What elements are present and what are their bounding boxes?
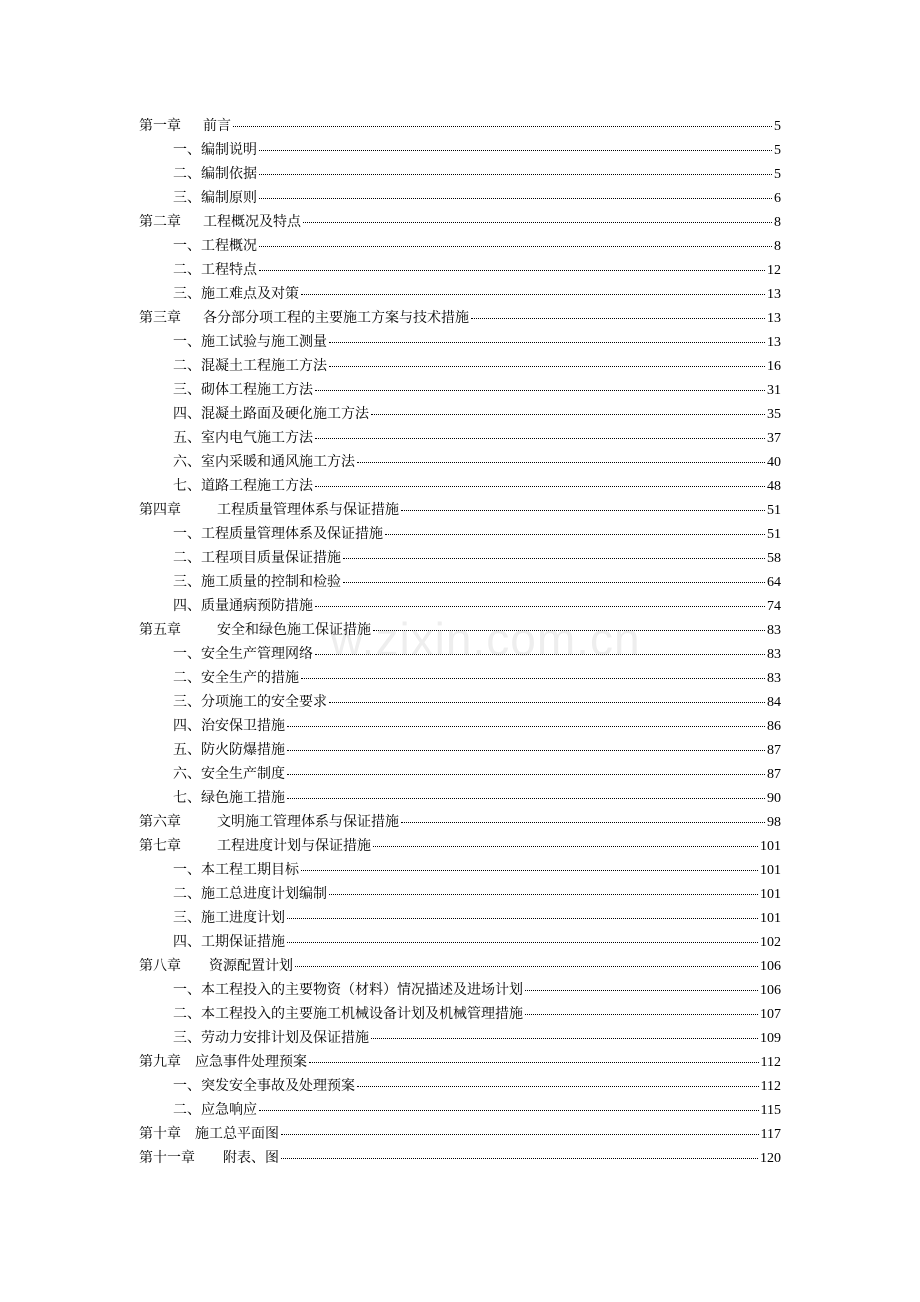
entry-title: 安全生产管理网络 [201,646,313,662]
toc-entry-label [139,330,327,354]
toc-entry-label [139,258,257,282]
entry-title: 施工试验与施工测量 [201,334,327,350]
dot-leader [343,582,765,583]
page-number: 40 [767,455,781,470]
toc-chapter-entry[interactable] [139,954,781,978]
toc-entry-label [139,546,341,570]
toc-entry-label [139,1074,355,1098]
page-number: 13 [767,287,781,302]
page-number: 64 [767,575,781,590]
toc-entry-label [139,882,327,906]
dot-leader [287,918,758,919]
toc-section-entry[interactable] [139,546,781,570]
dot-leader [295,966,758,967]
section-number: 三、 [173,190,201,206]
page-number: 87 [767,767,781,782]
toc-entry-label [139,474,313,498]
toc-section-entry[interactable] [139,858,781,882]
toc-entry-label [139,1098,257,1122]
section-number: 一、 [173,142,201,158]
page-number: 13 [767,335,781,350]
section-number: 一、 [173,238,201,254]
entry-title: 资源配置计划 [209,958,293,974]
chapter-number: 第七章 [139,838,181,854]
toc-section-entry[interactable] [139,642,781,666]
chapter-number: 第十章 [139,1126,181,1142]
toc-section-entry[interactable] [139,402,781,426]
toc-section-entry[interactable] [139,258,781,282]
dot-leader [259,1110,759,1111]
toc-section-entry[interactable] [139,714,781,738]
entry-title: 本工程投入的主要施工机械设备计划及机械管理措施 [201,1006,523,1022]
page-number: 87 [767,743,781,758]
toc-section-entry[interactable] [139,570,781,594]
section-number: 三、 [173,910,201,926]
entry-title: 施工进度计划 [201,910,285,926]
toc-entry-label [139,234,257,258]
dot-leader [329,342,765,343]
entry-title: 施工总平面图 [195,1126,279,1142]
toc-section-entry[interactable] [139,906,781,930]
page-number: 5 [774,167,781,182]
chapter-number: 第四章 [139,502,181,518]
dot-leader [287,774,765,775]
entry-title: 安全和绿色施工保证措施 [217,622,371,638]
entry-title: 混凝土路面及硬化施工方法 [201,406,369,422]
page-number: 51 [767,527,781,542]
chapter-number: 第二章 [139,214,181,230]
toc-entry-label [139,522,383,546]
toc-entry-label [139,114,231,138]
toc-chapter-entry[interactable] [139,210,781,234]
table-of-contents [139,114,781,1170]
dot-leader [281,1158,758,1159]
toc-entry-label [139,594,313,618]
dot-leader [259,198,772,199]
toc-section-entry[interactable] [139,594,781,618]
toc-entry-label [139,738,285,762]
section-number: 一、 [173,526,201,542]
toc-section-entry[interactable] [139,138,781,162]
toc-entry-label [139,714,285,738]
dot-leader [301,294,765,295]
section-number: 三、 [173,694,201,710]
dot-leader [315,438,765,439]
toc-section-entry[interactable] [139,474,781,498]
page-number: 58 [767,551,781,566]
section-number: 三、 [173,1030,201,1046]
toc-entry-label [139,666,299,690]
toc-entry-label [139,1002,523,1026]
toc-entry-label [139,1146,279,1170]
toc-section-entry[interactable] [139,762,781,786]
toc-section-entry[interactable] [139,426,781,450]
toc-section-entry[interactable] [139,1098,781,1122]
section-number: 一、 [173,982,201,998]
toc-entry-label [139,1050,307,1074]
toc-section-entry[interactable] [139,522,781,546]
section-number: 三、 [173,382,201,398]
toc-entry-label [139,1122,279,1146]
page-number: 120 [760,1151,781,1166]
page-number: 8 [774,215,781,230]
entry-title: 应急响应 [201,1102,257,1118]
page-number: 107 [760,1007,781,1022]
toc-chapter-entry[interactable] [139,114,781,138]
toc-section-entry[interactable] [139,978,781,1002]
page-number: 101 [760,887,781,902]
toc-entry-label [139,810,399,834]
dot-leader [525,990,758,991]
page-number: 6 [774,191,781,206]
toc-entry-label [139,978,523,1002]
entry-title: 安全生产的措施 [201,670,299,686]
page-number: 101 [760,911,781,926]
entry-title: 工程质量管理体系与保证措施 [217,502,399,518]
toc-chapter-entry[interactable] [139,498,781,522]
section-number: 一、 [173,862,201,878]
toc-entry-label [139,306,469,330]
entry-title: 文明施工管理体系与保证措施 [217,814,399,830]
entry-title: 安全生产制度 [201,766,285,782]
toc-section-entry[interactable] [139,690,781,714]
page-number: 112 [760,1079,781,1094]
page-number: 83 [767,647,781,662]
entry-title: 室内电气施工方法 [201,430,313,446]
dot-leader [301,870,758,871]
entry-title: 施工质量的控制和检验 [201,574,341,590]
page-number: 106 [760,959,781,974]
dot-leader [315,486,765,487]
entry-title: 工程项目质量保证措施 [201,550,341,566]
dot-leader [373,846,758,847]
entry-title: 前言 [203,118,231,134]
toc-chapter-entry[interactable] [139,618,781,642]
section-number: 五、 [173,742,201,758]
section-number: 一、 [173,334,201,350]
section-number: 二、 [173,886,201,902]
toc-entry-label [139,762,285,786]
page-number: 12 [767,263,781,278]
toc-entry-label [139,186,257,210]
dot-leader [287,942,758,943]
page-number: 74 [767,599,781,614]
dot-leader [281,1134,759,1135]
page-number: 102 [760,935,781,950]
entry-title: 本工程投入的主要物资（材料）情况描述及进场计划 [201,982,523,998]
page-number: 117 [760,1127,781,1142]
section-number: 六、 [173,766,201,782]
dot-leader [259,246,772,247]
entry-title: 施工总进度计划编制 [201,886,327,902]
page-number: 16 [767,359,781,374]
section-number: 三、 [173,286,201,302]
page-number: 101 [760,863,781,878]
dot-leader [471,318,765,319]
page-number: 35 [767,407,781,422]
section-number: 一、 [173,1078,201,1094]
entry-title: 工程概况 [201,238,257,254]
entry-title: 应急事件处理预案 [195,1054,307,1070]
chapter-number: 第十一章 [139,1150,195,1166]
page-number: 83 [767,623,781,638]
entry-title: 防火防爆措施 [201,742,285,758]
page-number: 84 [767,695,781,710]
dot-leader [371,1038,758,1039]
section-number: 二、 [173,550,201,566]
dot-leader [303,222,772,223]
dot-leader [525,1014,758,1015]
page-number: 101 [760,839,781,854]
dot-leader [315,654,765,655]
toc-chapter-entry[interactable] [139,810,781,834]
toc-entry-label [139,426,313,450]
toc-section-entry[interactable] [139,1026,781,1050]
toc-entry-label [139,642,313,666]
page-number: 31 [767,383,781,398]
toc-chapter-entry[interactable] [139,1122,781,1146]
toc-section-entry[interactable] [139,234,781,258]
dot-leader [329,702,765,703]
toc-section-entry[interactable] [139,354,781,378]
dot-leader [259,174,772,175]
chapter-number: 第八章 [139,958,181,974]
toc-section-entry[interactable] [139,738,781,762]
entry-title: 附表、图 [223,1150,279,1166]
toc-entry-label [139,210,301,234]
entry-title: 工程进度计划与保证措施 [217,838,371,854]
section-number: 三、 [173,574,201,590]
section-number: 五、 [173,430,201,446]
toc-entry-label [139,162,257,186]
dot-leader [259,150,772,151]
toc-entry-label [139,450,355,474]
entry-title: 治安保卫措施 [201,718,285,734]
page-number: 5 [774,143,781,158]
dot-leader [287,750,765,751]
dot-leader [287,726,765,727]
chapter-number: 第九章 [139,1054,181,1070]
section-number: 四、 [173,406,201,422]
entry-title: 绿色施工措施 [201,790,285,806]
entry-title: 编制说明 [201,142,257,158]
entry-title: 工期保证措施 [201,934,285,950]
chapter-number: 第一章 [139,118,181,134]
entry-title: 工程质量管理体系及保证措施 [201,526,383,542]
toc-section-entry[interactable] [139,378,781,402]
toc-entry-label [139,378,313,402]
chapter-number: 第三章 [139,310,181,326]
toc-section-entry[interactable] [139,666,781,690]
dot-leader [287,798,765,799]
toc-entry-label [139,570,341,594]
dot-leader [373,630,765,631]
chapter-number: 第五章 [139,622,181,638]
toc-entry-label [139,354,327,378]
entry-title: 质量通病预防措施 [201,598,313,614]
entry-title: 施工难点及对策 [201,286,299,302]
entry-title: 编制原则 [201,190,257,206]
toc-section-entry[interactable] [139,1074,781,1098]
toc-section-entry[interactable] [139,330,781,354]
page-number: 86 [767,719,781,734]
entry-title: 混凝土工程施工方法 [201,358,327,374]
toc-section-entry[interactable] [139,450,781,474]
toc-entry-label [139,930,285,954]
entry-title: 砌体工程施工方法 [201,382,313,398]
page-number: 115 [760,1103,781,1118]
entry-title: 室内采暖和通风施工方法 [201,454,355,470]
section-number: 六、 [173,454,201,470]
page-number: 106 [760,983,781,998]
toc-entry-label [139,858,299,882]
dot-leader [371,414,765,415]
toc-entry-label [139,690,327,714]
dot-leader [357,1086,759,1087]
entry-title: 突发安全事故及处理预案 [201,1078,355,1094]
toc-entry-label [139,786,285,810]
dot-leader [385,534,765,535]
toc-chapter-entry[interactable] [139,1050,781,1074]
watermark-text: w.zixin.com.cn [330,613,641,665]
entry-title: 各分部分项工程的主要施工方案与技术措施 [203,310,469,326]
toc-chapter-entry[interactable] [139,306,781,330]
toc-section-entry[interactable] [139,186,781,210]
toc-chapter-entry[interactable] [139,1146,781,1170]
toc-section-entry[interactable] [139,930,781,954]
dot-leader [315,606,765,607]
page-number: 48 [767,479,781,494]
dot-leader [259,270,765,271]
section-number: 四、 [173,934,201,950]
page-number: 13 [767,311,781,326]
page-number: 51 [767,503,781,518]
toc-entry-label [139,954,293,978]
page-number: 112 [760,1055,781,1070]
page-number: 90 [767,791,781,806]
page-number: 8 [774,239,781,254]
toc-chapter-entry[interactable] [139,834,781,858]
chapter-number: 第六章 [139,814,181,830]
toc-section-entry[interactable] [139,162,781,186]
section-number: 七、 [173,478,201,494]
page-number: 109 [760,1031,781,1046]
section-number: 二、 [173,670,201,686]
toc-section-entry[interactable] [139,786,781,810]
entry-title: 工程特点 [201,262,257,278]
entry-title: 道路工程施工方法 [201,478,313,494]
toc-entry-label [139,618,371,642]
dot-leader [329,366,765,367]
dot-leader [301,678,765,679]
entry-title: 分项施工的安全要求 [201,694,327,710]
toc-section-entry[interactable] [139,882,781,906]
dot-leader [357,462,765,463]
section-number: 四、 [173,718,201,734]
dot-leader [315,390,765,391]
dot-leader [343,558,765,559]
toc-entry-label [139,906,285,930]
page-number: 5 [774,119,781,134]
section-number: 七、 [173,790,201,806]
toc-section-entry[interactable] [139,1002,781,1026]
page-number: 37 [767,431,781,446]
entry-title: 工程概况及特点 [203,214,301,230]
section-number: 一、 [173,646,201,662]
toc-section-entry[interactable] [139,282,781,306]
section-number: 二、 [173,358,201,374]
toc-entry-label [139,498,399,522]
dot-leader [309,1062,759,1063]
entry-title: 本工程工期目标 [201,862,299,878]
section-number: 二、 [173,262,201,278]
entry-title: 编制依据 [201,166,257,182]
toc-entry-label [139,834,371,858]
section-number: 四、 [173,598,201,614]
section-number: 二、 [173,1006,201,1022]
toc-entry-label [139,402,369,426]
section-number: 二、 [173,1102,201,1118]
page-number: 98 [767,815,781,830]
page-number: 83 [767,671,781,686]
dot-leader [401,510,765,511]
dot-leader [401,822,765,823]
toc-entry-label [139,138,257,162]
toc-entry-label [139,1026,369,1050]
dot-leader [233,126,772,127]
dot-leader [329,894,758,895]
entry-title: 劳动力安排计划及保证措施 [201,1030,369,1046]
section-number: 二、 [173,166,201,182]
toc-entry-label [139,282,299,306]
